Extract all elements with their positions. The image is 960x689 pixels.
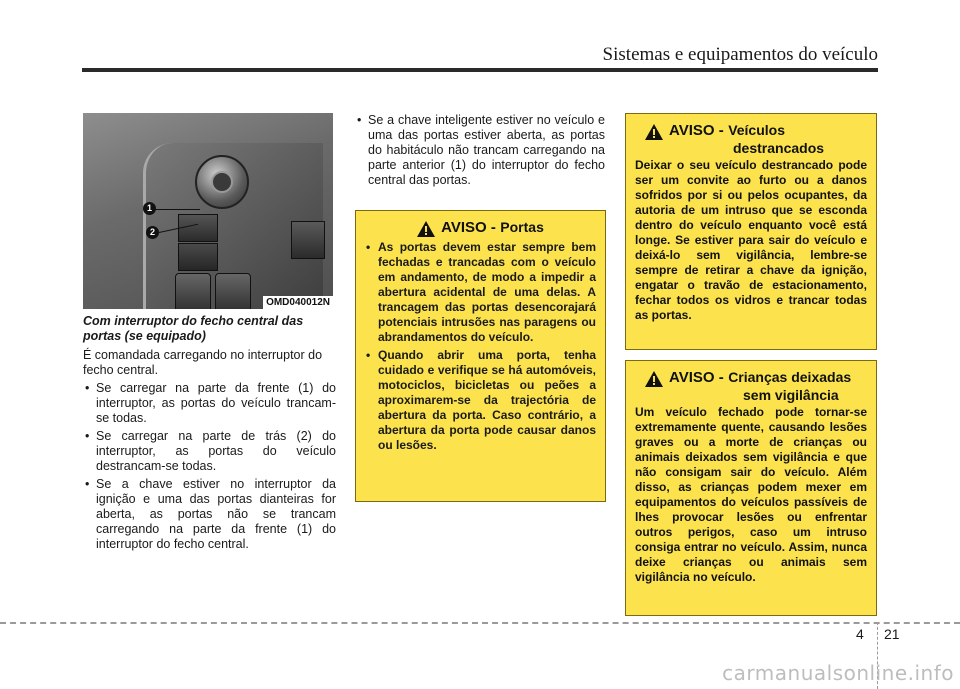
warning-label: AVISO - xyxy=(669,369,724,386)
list-item: • As portas devem estar sempre bem fechadas e trancadas com o veículo em andamento, de modo a impedir a abertura acidental de uma delas. A trancagem das portas desencorajará potenciais intrusões nas paragens ou abrandamentos do veículo. xyxy=(365,240,596,345)
warning-body: Um veículo fechado pode tornar-se extremamente quente, causando lesões graves ou a morte de crianças ou animais deixados sem vigilância e que não consigam sair do veículo. Além disso, as crianças podem mexer em equipamentos do veículos passíveis de lhes provocar lesões ou enfrentar outros perigos, caso um intruso consiga entrar no veículo. Assim, nunca deixe crianças ou animais sem vigilância no veículo. xyxy=(635,405,867,584)
warning-topic: Portas xyxy=(500,219,544,235)
unlock-switch xyxy=(178,243,218,271)
lock-switch xyxy=(178,214,218,242)
callout-line-1 xyxy=(155,209,200,210)
warning-box-doors xyxy=(355,210,606,502)
list-item: • Se a chave estiver no interruptor da ignição e uma das portas dianteiras for aberta, as portas não se trancam carregando na parte da frente (1) do interruptor do fecho central. xyxy=(83,477,336,552)
door-switch-photo xyxy=(83,113,333,309)
footer-rule xyxy=(0,622,960,624)
warning-body: Deixar o seu veículo destrancado pode ser um convite ao furto ou a danos sofridos por si ou pelos ocupantes, da autoria de um intruso que se esconda dentro do veículo enquanto você está longe. Se estiver para sair do veículo e deixá-lo sem vigilância, lembre-se sempre de retirar a chave da ignição, engatar o travão de estacionamento, fechar todos os vidros e trancar todas as portas. xyxy=(635,158,867,322)
page-number: 21 xyxy=(884,626,900,642)
header-rule xyxy=(82,68,878,72)
warning-header xyxy=(365,219,596,237)
warning-triangle-icon xyxy=(645,371,663,387)
left-column xyxy=(83,314,336,552)
warning-triangle-icon xyxy=(645,124,663,140)
list-item: • Se a chave inteligente estiver no veículo e uma das portas estiver aberta, as portas do habitáculo não trancam carregando na parte anterior (1) do interruptor do fecho central das portas. xyxy=(355,113,605,188)
warning-title xyxy=(669,122,824,156)
warning-topic-line2: destrancados xyxy=(733,140,825,156)
middle-column xyxy=(355,113,605,188)
smart-key-list xyxy=(355,113,605,188)
mirror-control-knob xyxy=(195,155,249,209)
warning-list xyxy=(365,240,596,453)
page-header-title: Sistemas e equipamentos do veículo xyxy=(602,44,878,65)
instruction-list xyxy=(83,381,336,552)
warning-box-children xyxy=(625,360,877,616)
watermark[interactable]: carmanualsonline.info xyxy=(722,661,954,685)
warning-topic-line1: Crianças deixadas xyxy=(728,369,852,385)
list-item: • Se carregar na parte de trás (2) do interruptor, as portas do veículo destrancam-se todas. xyxy=(83,429,336,474)
figure-code: OMD040012N xyxy=(263,296,333,309)
warning-topic-line2: sem vigilância xyxy=(743,387,839,403)
intro-paragraph: É comandada carregando no interruptor do fecho central. xyxy=(83,348,323,377)
chapter-number: 4 xyxy=(856,626,864,642)
warning-title xyxy=(441,219,544,237)
warning-label: AVISO - xyxy=(441,219,496,236)
warning-topic-line1: Veículos xyxy=(728,122,785,138)
warning-box-unlocked xyxy=(625,113,877,350)
window-switch xyxy=(175,273,211,309)
callout-1: 1 xyxy=(143,202,156,215)
mirror-fold-button xyxy=(291,221,325,259)
callout-2: 2 xyxy=(146,226,159,239)
warning-header xyxy=(635,122,867,156)
knob-center xyxy=(211,171,233,193)
warning-triangle-icon xyxy=(417,221,435,237)
warning-title xyxy=(669,369,851,403)
warning-header xyxy=(635,369,867,403)
list-item: • Se carregar na parte da frente (1) do interruptor, as portas do veículo trancam-se todas. xyxy=(83,381,336,426)
warning-label: AVISO - xyxy=(669,122,724,139)
window-switch xyxy=(215,273,251,309)
list-item: • Quando abrir uma porta, tenha cuidado e verifique se há automóveis, motociclos, bicicletas ou peões a aproximarem-se da trajectória de abertura da porta. Caso contrário, a abertura da porta pode causar danos ou lesões. xyxy=(365,348,596,453)
figure-caption: Com interruptor do fecho central das portas (se equipado) xyxy=(83,314,304,343)
